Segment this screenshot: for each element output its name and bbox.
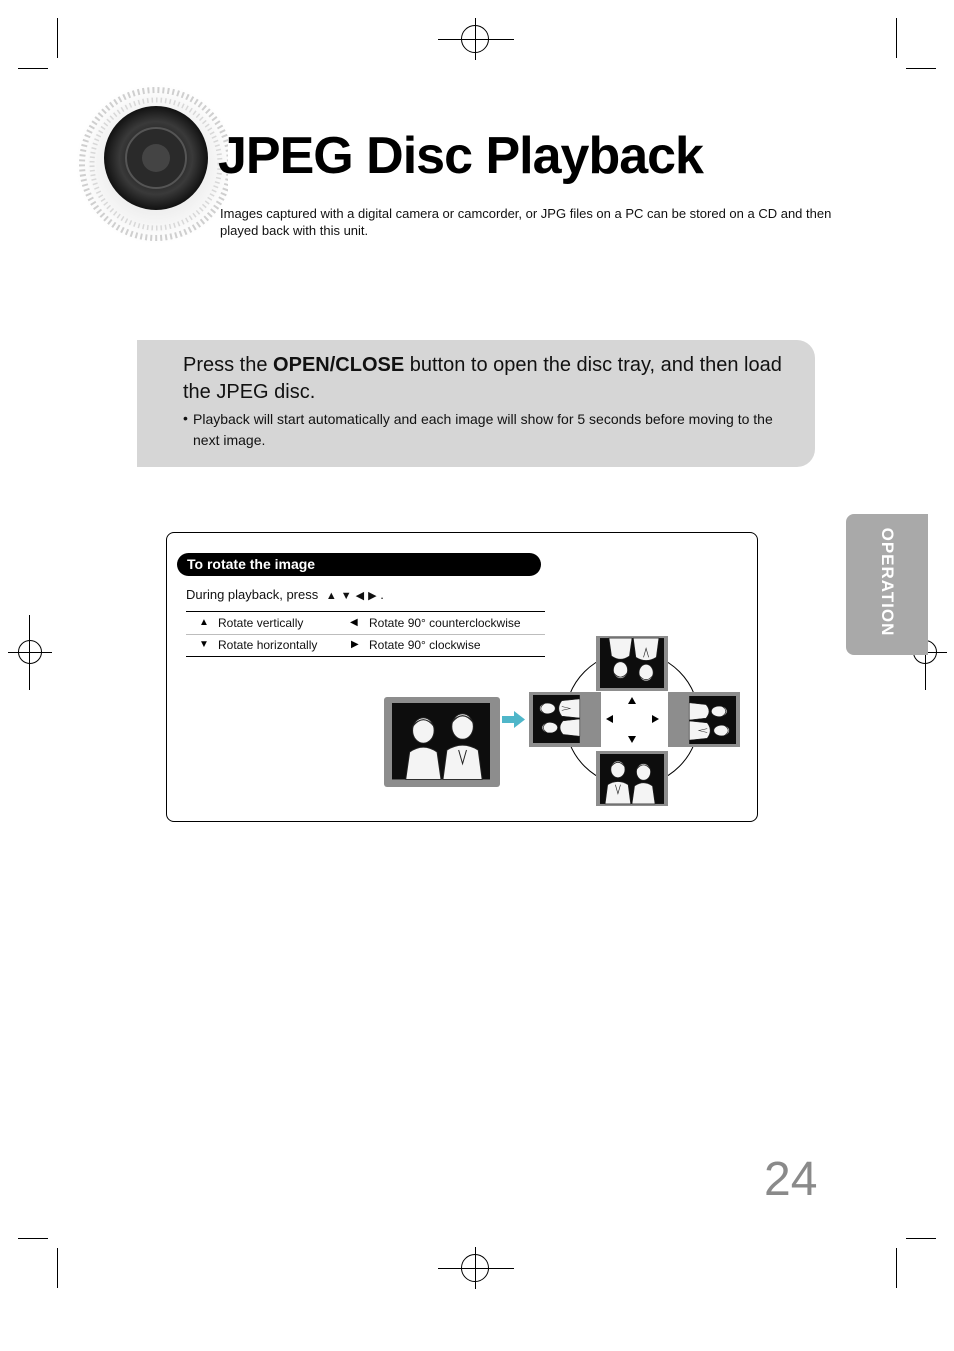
up-triangle-icon: ▲: [199, 617, 209, 628]
rotated-ccw-image: [529, 692, 601, 747]
rotate-row-label: Rotate 90° counterclockwise: [369, 616, 521, 630]
down-triangle-icon: ▼: [340, 590, 352, 602]
rotate-instruction-end: .: [380, 587, 384, 602]
rotate-heading: To rotate the image: [187, 556, 316, 572]
right-triangle-icon: ▶: [351, 639, 359, 650]
rotation-diagram: [380, 630, 745, 810]
page-number: 24: [764, 1153, 818, 1206]
right-triangle-icon: ▶: [368, 590, 377, 602]
down-triangle-icon: ▼: [199, 639, 209, 650]
intro-text: Images captured with a digital camera or camcorder, or JPG files on a PC can be stored on a CD and then played back with this unit.: [220, 206, 832, 238]
step-instruction: [183, 352, 783, 406]
speaker-logo: [68, 78, 228, 253]
transition-arrow-icon: [502, 711, 525, 728]
left-triangle-icon: ◀: [355, 590, 365, 602]
up-triangle-icon: [628, 697, 636, 704]
rotate-row-label: Rotate 90° clockwise: [369, 638, 481, 652]
left-triangle-icon: ◀: [350, 617, 358, 628]
up-triangle-icon: ▲: [325, 590, 337, 602]
original-image: [384, 697, 500, 787]
step-text-before: Press the: [183, 354, 274, 376]
bullet-icon: •: [183, 410, 188, 426]
table-top-rule: [186, 611, 545, 612]
step-text-after: button to open the disc tray, and then load the JPEG disc.: [183, 354, 782, 403]
rotated-horizontal-image: [596, 751, 668, 806]
section-tab-label: OPERATION: [878, 527, 897, 637]
rotate-row-label: Rotate vertically: [218, 616, 304, 630]
rotated-vertical-image: [596, 636, 668, 691]
rotate-instruction: [186, 587, 384, 602]
rotate-row-label: Rotate horizontally: [218, 638, 318, 652]
rotated-cw-image: [668, 692, 740, 747]
down-triangle-icon: [628, 736, 636, 743]
rotate-instruction-text: During playback, press: [186, 587, 319, 602]
left-triangle-icon: [606, 715, 613, 723]
step-note: Playback will start automatically and each image will show for 5 seconds before moving to the next image.: [193, 411, 773, 448]
open-close-button-name: OPEN/CLOSE: [273, 354, 405, 376]
right-triangle-icon: [652, 715, 659, 723]
page-title: JPEG Disc Playback: [218, 127, 703, 185]
